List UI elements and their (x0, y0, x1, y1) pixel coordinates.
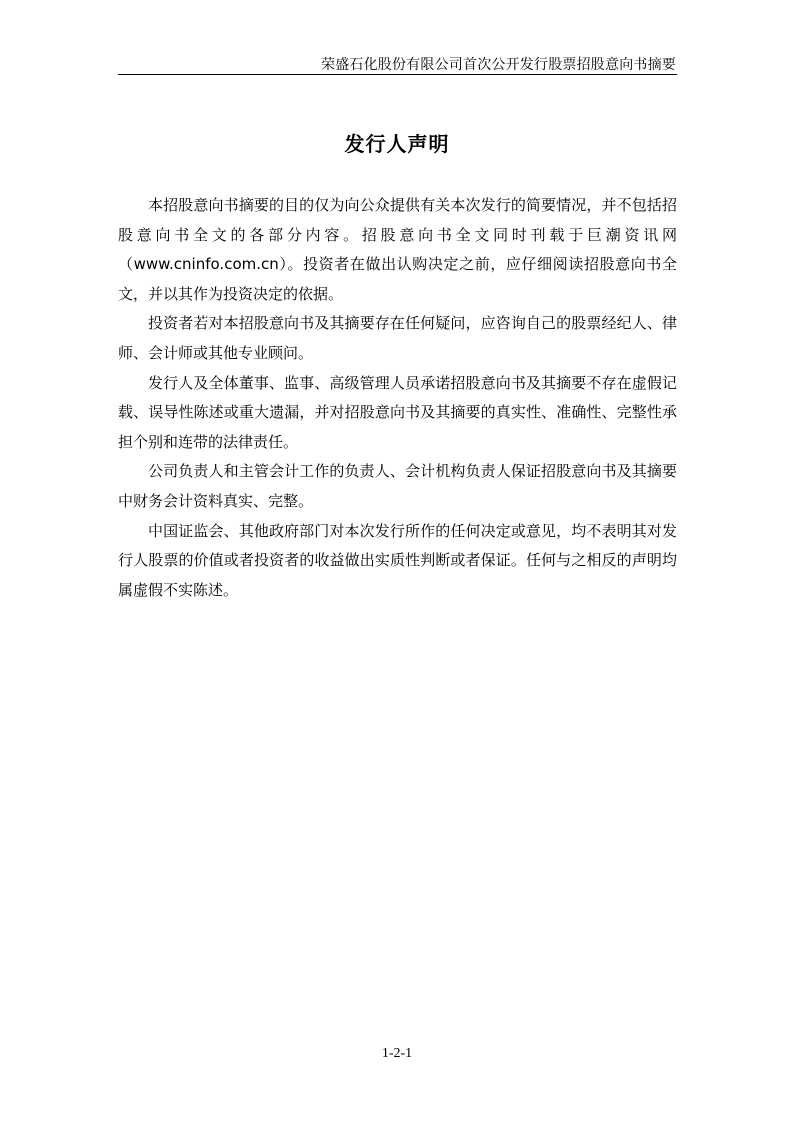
document-header-title: 荣盛石化股份有限公司首次公开发行股票招股意向书摘要 (321, 57, 676, 73)
page-title: 发行人声明 (344, 132, 450, 156)
statement-paragraph-financial: 公司负责人和主管会计工作的负责人、会计机构负责人保证招股意向书及其摘要中财务会计资料真实、完整。 (118, 462, 677, 510)
header-divider (118, 74, 677, 75)
statement-paragraph-purpose: 本招股意向书摘要的目的仅为向公众提供有关本次发行的简要情况，并不包括招股意向书全文的各部分内容。招股意向书全文同时刊载于巨潮资讯网（www.cninfo.com.cn）。投资者在做出认购决定之前，应仔细阅读招股意向书全文，并以其作为投资决定的依据。 (118, 196, 677, 303)
page-number: 1-2-1 (381, 1046, 413, 1061)
statement-paragraph-disclaimer: 中国证监会、其他政府部门对本次发行所作的任何决定或意见，均不表明其对发行人股票的价值或者投资者的收益做出实质性判断或者保证。任何与之相反的声明均属虚假不实陈述。 (118, 521, 677, 599)
statement-paragraph-commitment: 发行人及全体董事、监事、高级管理人员承诺招股意向书及其摘要不存在虚假记载、误导性陈述或重大遗漏，并对招股意向书及其摘要的真实性、准确性、完整性承担个别和连带的法律责任。 (118, 373, 677, 451)
statement-body (118, 191, 677, 605)
statement-paragraph-consult: 投资者若对本招股意向书及其摘要存在任何疑问，应咨询自己的股票经纪人、律师、会计师或其他专业顾问。 (118, 314, 677, 362)
